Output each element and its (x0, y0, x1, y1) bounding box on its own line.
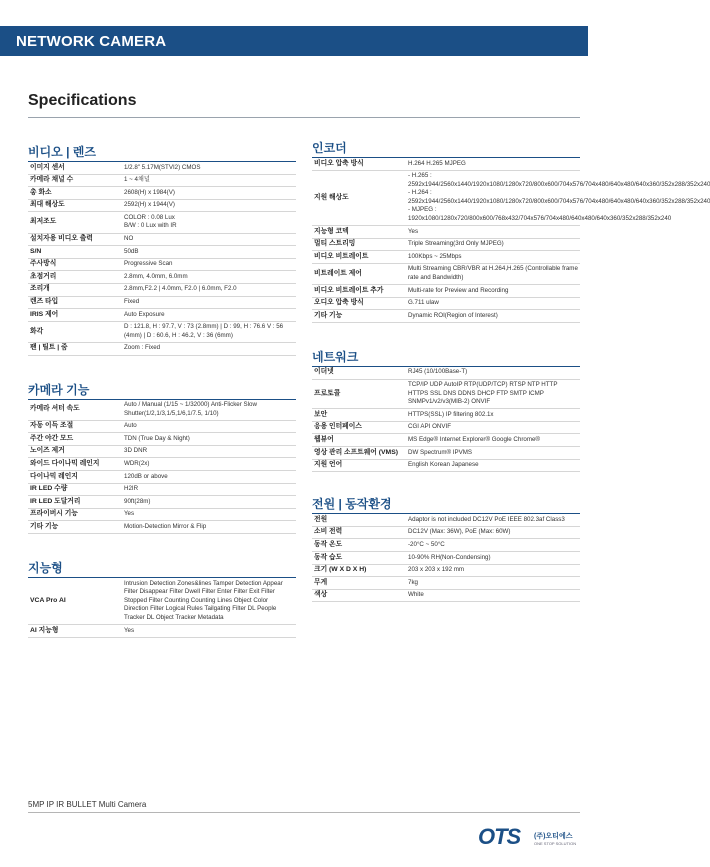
spec-value: DC12V (Max: 36W), PoE (Max: 60W) (406, 526, 580, 539)
spec-label: 프로토콜 (312, 379, 406, 409)
spec-row (28, 187, 296, 200)
spec-label: 무게 (312, 577, 406, 590)
spec-label: 소비 전력 (312, 526, 406, 539)
spec-row (28, 283, 296, 296)
spec-value: 50dB (122, 246, 296, 259)
section-heading-text: 네트워크 (312, 349, 359, 364)
spec-label: 조리개 (28, 283, 122, 296)
spec-row (312, 552, 580, 565)
spec-label: 총 화소 (28, 187, 122, 200)
left-column (28, 140, 296, 638)
spec-row (28, 471, 296, 484)
spec-label: 팬 | 틸트 | 줌 (28, 342, 122, 355)
spec-value: 2592(H) x 1944(V) (122, 199, 296, 212)
spec-label: 카메라 셔터 속도 (28, 400, 122, 421)
company-logo (478, 822, 588, 862)
banner-title: NETWORK CAMERA (16, 33, 167, 50)
spec-row (312, 421, 580, 434)
spec-value: COLOR : 0.08 Lux B/W : 0 Lux with IR (122, 212, 296, 233)
spec-row (28, 162, 296, 174)
spec-value: Motion-Detection Mirror & Flip (122, 521, 296, 534)
spec-value: White (406, 589, 580, 602)
section-heading (28, 556, 296, 578)
spec-row (312, 514, 580, 526)
spec-row (312, 589, 580, 602)
spec-label: 기타 기능 (312, 310, 406, 323)
spec-row (312, 526, 580, 539)
spec-value: MS Edge® Internet Explorer® Google Chrome® (406, 434, 580, 447)
spec-row (28, 496, 296, 509)
spec-value: Triple Streaming(3rd Only MJPEG) (406, 238, 580, 251)
spec-row (28, 233, 296, 246)
spec-label: IR LED 수량 (28, 483, 122, 496)
spec-value: G.711 ulaw (406, 297, 580, 310)
section-heading-rule (28, 577, 296, 578)
spec-row (312, 263, 580, 284)
spec-row (28, 458, 296, 471)
spec-row (28, 578, 296, 624)
spec-row (28, 625, 296, 638)
spec-value: Multi Streaming CBR/VBR at H.264,H.265 (Controllable frame rate and Bandwidth) (406, 263, 580, 284)
section-heading (28, 378, 296, 400)
spec-value: 3D DNR (122, 445, 296, 458)
spec-row (312, 251, 580, 264)
spec-value: 120dB or above (122, 471, 296, 484)
section-heading-rule (312, 513, 580, 514)
spec-row (28, 420, 296, 433)
spec-table (312, 158, 710, 323)
spec-value: TCP/IP UDP AutoIP RTP(UDP/TCP) RTSP NTP HTTP HTTPS SSL DNS DDNS DHCP FTP SMTP ICMP SNMPv1/v2/v3(MIB-2) ONVIF (406, 379, 580, 409)
spec-row (28, 445, 296, 458)
spec-row (28, 258, 296, 271)
spec-row (312, 564, 580, 577)
spec-row (28, 174, 296, 187)
spec-value: Adaptor is not included DC12V PoE IEEE 802.3af Class3 (406, 514, 580, 526)
spec-section (312, 345, 580, 472)
footer-divider (28, 812, 580, 813)
spec-value: 2.8mm, 4.0mm, 6.0mm (122, 271, 296, 284)
spec-row (28, 296, 296, 309)
spec-label: 기타 기능 (28, 521, 122, 534)
spec-value: RJ45 (10/100Base-T) (406, 367, 580, 379)
spec-label: IRIS 제어 (28, 309, 122, 322)
page-title: Specifications (28, 92, 137, 109)
spec-row (312, 310, 580, 323)
section-heading-text: 인코더 (312, 141, 347, 155)
logo-name: (주)오티에스 (534, 833, 573, 840)
section-heading-rule (28, 161, 296, 162)
spec-row (28, 309, 296, 322)
spec-label: 보안 (312, 409, 406, 422)
spec-row (28, 521, 296, 534)
spec-label: 지원 언어 (312, 459, 406, 472)
spec-label: 화각 (28, 321, 122, 342)
spec-row (312, 297, 580, 310)
spec-label: 응용 인터페이스 (312, 421, 406, 434)
spec-value: Progressive Scan (122, 258, 296, 271)
spec-value: - H.265 : 2592x1944/2560x1440/1920x1080/1280x720/800x600/704x576/704x480/640x480/640x360/352x288/352x240 - H.264 : 2592x1944/2560x1440/1920x1080/1280x720/800x600/704x576/704x480/640x480/640x360/352x288/352x240 - MJPEG : 1920x1080/1280x720/800x600/768x432/704x576/704x480/640x480/640x360/352x288/352x240 (406, 170, 580, 226)
spec-label: 최대 해상도 (28, 199, 122, 212)
spec-value: 1 ~ 4채널 (122, 174, 296, 187)
spec-value: WDR(2x) (122, 458, 296, 471)
spec-label: 웹뷰어 (312, 434, 406, 447)
spec-row (312, 238, 580, 251)
spec-value: 2608(H) x 1984(V) (122, 187, 296, 200)
spec-label: 노이즈 제거 (28, 445, 122, 458)
spec-row (312, 379, 580, 409)
spec-value: DW Spectrum® IPVMS (406, 447, 580, 460)
spec-value: Zoom : Fixed (122, 342, 296, 355)
spec-value: Auto (122, 420, 296, 433)
footer-model: 5MP IP IR BULLET Multi Camera (28, 800, 147, 809)
spec-value: Intrusion Detection Zones&lines Tamper Detection Appear Filter Disappear Filter Dwell Filter Enter Filter Exit Filter Stopped Filter Counting Counting Lines Object Color Direction Filter Logical Rules Tailgating Filter DL People Tracker DL Object Tracker Metadata (122, 578, 296, 624)
spec-label: 주사방식 (28, 258, 122, 271)
spec-value: Yes (406, 226, 580, 239)
spec-label: 주간 야간 모드 (28, 433, 122, 446)
spec-value: English Korean Japanese (406, 459, 580, 472)
section-heading (312, 136, 580, 158)
spec-value: -20°C ~ 50°C (406, 539, 580, 552)
spec-value: HTTPS(SSL) IP filtering 802.1x (406, 409, 580, 422)
section-heading-rule (312, 366, 580, 367)
spec-label: 영상 관리 소프트웨어 (VMS) (312, 447, 406, 460)
page-header (0, 0, 600, 58)
spec-value: 1/2.8" 5.17M(STVI2) CMOS (122, 162, 296, 174)
spec-label: 이미지 센서 (28, 162, 122, 174)
spec-value: Yes (122, 625, 296, 638)
spec-label: VCA Pro AI (28, 578, 122, 624)
spec-label: 지능형 코덱 (312, 226, 406, 239)
section-heading-rule (28, 399, 296, 400)
spec-row (312, 577, 580, 590)
spec-row (28, 321, 296, 342)
spec-row (312, 367, 580, 379)
spec-row (28, 433, 296, 446)
spec-table (28, 162, 296, 356)
spec-label: 비트레이트 제어 (312, 263, 406, 284)
spec-value: 100Kbps ~ 25Mbps (406, 251, 580, 264)
spec-label: 멀티 스트리밍 (312, 238, 406, 251)
header-banner (0, 26, 588, 56)
spec-label: 렌즈 타입 (28, 296, 122, 309)
spec-label: 이더넷 (312, 367, 406, 379)
spec-row (312, 447, 580, 460)
spec-section (28, 556, 296, 638)
spec-label: 크기 (W X D X H) (312, 564, 406, 577)
section-heading (312, 492, 580, 514)
spec-value: 203 x 203 x 192 mm (406, 564, 580, 577)
spec-table (312, 367, 580, 472)
spec-label: 비디오 비트레이트 (312, 251, 406, 264)
spec-row (312, 539, 580, 552)
section-heading-text: 비디오 | 렌즈 (28, 145, 96, 159)
spec-row (312, 459, 580, 472)
section-heading (28, 140, 296, 162)
spec-label: 설치자용 비디오 출력 (28, 233, 122, 246)
spec-table (28, 578, 296, 638)
right-column (312, 136, 710, 602)
spec-label: 지원 해상도 (312, 170, 406, 226)
spec-row (312, 285, 580, 298)
spec-label: 다이나믹 레인지 (28, 471, 122, 484)
spec-row (28, 342, 296, 355)
spec-table (312, 514, 580, 602)
spec-row (312, 158, 580, 170)
section-heading-text: 지능형 (28, 561, 63, 576)
spec-value: 2.8mm,F2.2 | 4.0mm, F2.0 | 6.0mm, F2.0 (122, 283, 296, 296)
spec-label: 와이드 다이나믹 레인지 (28, 458, 122, 471)
spec-label: 초점거리 (28, 271, 122, 284)
spec-row (312, 226, 580, 239)
spec-section (312, 136, 710, 323)
spec-label: 비디오 비트레이트 추가 (312, 285, 406, 298)
title-divider (28, 117, 580, 118)
spec-value: H.264 H.265 MJPEG (406, 158, 580, 170)
logo-tagline: ONE STOP SOLUTION (534, 841, 577, 846)
spec-value: 10-90% RH(Non-Condensing) (406, 552, 580, 565)
section-heading-text: 전원 | 동작환경 (312, 497, 392, 512)
spec-label: AI 지능형 (28, 625, 122, 638)
spec-label: 자동 이득 조절 (28, 420, 122, 433)
spec-value: Auto Exposure (122, 309, 296, 322)
spec-value: Auto / Manual (1/15 ~ 1/32000) Anti-Flicker Slow Shutter(1/2,1/3,1/5,1/6,1/7.5, 1/10) (122, 400, 296, 421)
spec-value: 7kg (406, 577, 580, 590)
spec-row (28, 483, 296, 496)
spec-section (28, 140, 296, 356)
spec-label: 프라이버시 기능 (28, 508, 122, 521)
spec-label: 오디오 압축 방식 (312, 297, 406, 310)
spec-value: H2IR (122, 483, 296, 496)
section-heading-text: 카메라 기능 (28, 382, 90, 397)
spec-row (28, 271, 296, 284)
spec-section (28, 378, 296, 535)
spec-value: CGI API ONVIF (406, 421, 580, 434)
logo-mark: OTS (478, 824, 521, 849)
spec-value: Dynamic ROI(Region of Interest) (406, 310, 580, 323)
spec-row (28, 508, 296, 521)
spec-row (312, 434, 580, 447)
spec-label: 카메라 채널 수 (28, 174, 122, 187)
spec-value: Multi-rate for Preview and Recording (406, 285, 580, 298)
spec-row (28, 400, 296, 421)
spec-label: 최저조도 (28, 212, 122, 233)
spec-row (312, 409, 580, 422)
spec-label: 비디오 압축 방식 (312, 158, 406, 170)
spec-value: Yes (122, 508, 296, 521)
spec-label: 색상 (312, 589, 406, 602)
spec-label: IR LED 도달거리 (28, 496, 122, 509)
spec-row (312, 170, 580, 226)
spec-value: NO (122, 233, 296, 246)
spec-row (28, 199, 296, 212)
section-heading (312, 345, 580, 367)
spec-value: Fixed (122, 296, 296, 309)
spec-row (28, 212, 296, 233)
spec-value: 90ft(28m) (122, 496, 296, 509)
spec-value: D : 121.8, H : 97.7, V : 73 (2.8mm) | D : 99, H : 76.6 V : 56 (4mm) | D : 60.6, H : 46.2, V : 36 (6mm) (122, 321, 296, 342)
spec-label: S/N (28, 246, 122, 259)
spec-label: 전원 (312, 514, 406, 526)
section-heading-rule (312, 157, 580, 158)
spec-label: 동작 온도 (312, 539, 406, 552)
spec-value: TDN (True Day & Night) (122, 433, 296, 446)
spec-label: 동작 습도 (312, 552, 406, 565)
spec-table (28, 400, 296, 535)
spec-row (28, 246, 296, 259)
spec-section (312, 492, 580, 602)
